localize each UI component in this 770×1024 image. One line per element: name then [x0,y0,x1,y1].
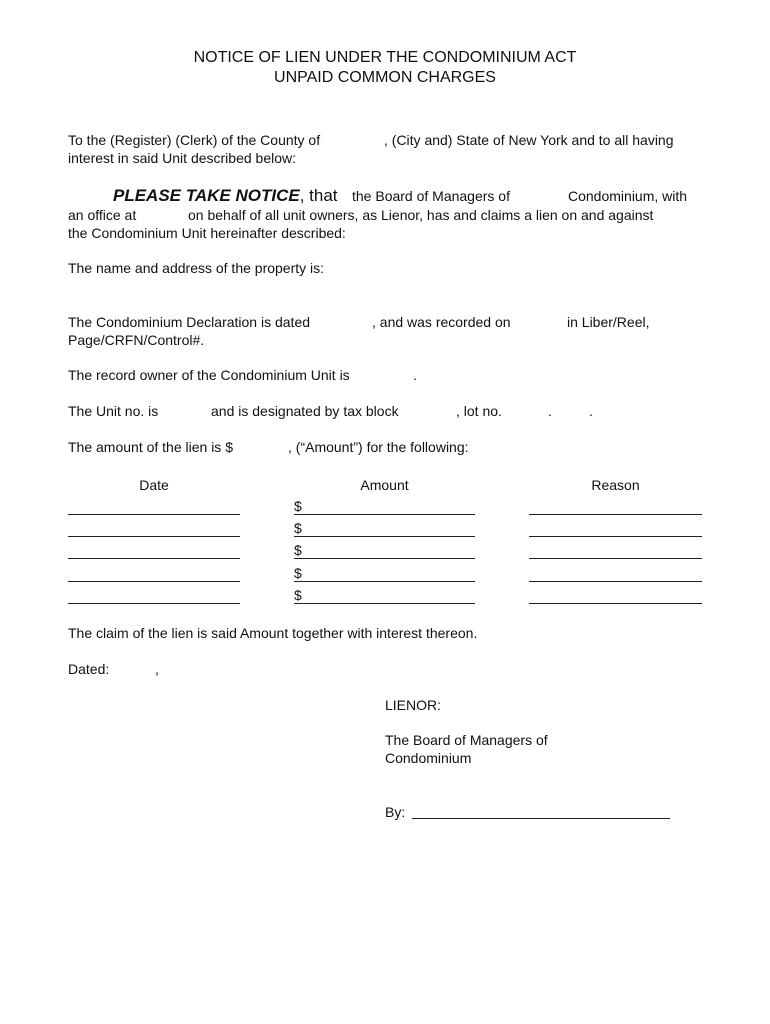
reason-blank-line[interactable] [529,603,702,604]
notice-that: , that [299,186,338,205]
notice-text-line2b: on behalf of all unit owners, as Lienor, has and claims a lien on and against [188,207,654,223]
unit-part1: The Unit no. is [68,403,159,419]
declaration-part3: in Liber/Reel, [567,314,650,330]
please-take-notice: PLEASE TAKE NOTICE [113,186,300,205]
amount-part2: , (“Amount”) for the following: [288,439,469,455]
declaration-part1: The Condominium Declaration is dated [68,314,311,330]
amount-blank-line[interactable] [294,603,475,604]
lienor-line2: Condominium [385,750,472,766]
date-blank-line[interactable] [68,558,240,559]
dated-comma: , [155,661,159,677]
declaration-part2: , and was recorded on [372,314,511,330]
address-text-part2: , (City and) State of New York and to all having [384,132,674,148]
date-blank-line[interactable] [68,603,240,604]
signature-by-label: By: [385,804,406,820]
unit-part2: and is designated by tax block [211,403,399,419]
notice-text-part2: Condominium, with [568,188,688,204]
notice-text-line3: the Condominium Unit hereinafter described: [68,225,346,241]
notice-text-line2a: an office at [68,207,137,223]
address-text-line2: interest in said Unit described below: [68,150,297,166]
unit-part3: , lot no. [456,403,502,419]
lienor-line1: The Board of Managers of [385,732,548,748]
unit-dot2: . [589,403,593,419]
signature-line[interactable] [412,818,670,819]
owner-label: The record owner of the Condominium Unit is [68,367,350,383]
notice-text-part1: the Board of Managers of [352,188,510,204]
dated-label: Dated: [68,661,110,677]
date-blank-line[interactable] [68,536,240,537]
amount-blank-line[interactable] [294,514,475,515]
reason-blank-line[interactable] [529,536,702,537]
amount-part1: The amount of the lien is $ [68,439,233,455]
claim-text: The claim of the lien is said Amount together with interest thereon. [68,625,478,641]
date-blank-line[interactable] [68,514,240,515]
lienor-label: LIENOR: [385,697,442,713]
document-title-line1: NOTICE OF LIEN UNDER THE CONDOMINIUM ACT [193,49,577,66]
reason-blank-line[interactable] [529,514,702,515]
currency-symbol: $ [294,542,302,558]
reason-blank-line[interactable] [529,581,702,582]
column-header-date: Date [139,477,169,493]
owner-period: . [413,367,417,383]
column-header-reason: Reason [591,477,640,493]
currency-symbol: $ [294,565,302,581]
currency-symbol: $ [294,587,302,603]
column-header-amount: Amount [360,477,409,493]
document-title-line2: UNPAID COMMON CHARGES [274,69,496,86]
amount-blank-line[interactable] [294,536,475,537]
property-label: The name and address of the property is: [68,260,325,276]
declaration-line2: Page/CRFN/Control#. [68,332,205,348]
amount-blank-line[interactable] [294,558,475,559]
unit-dot1: . [548,403,552,419]
reason-blank-line[interactable] [529,558,702,559]
currency-symbol: $ [294,498,302,514]
date-blank-line[interactable] [68,581,240,582]
amount-blank-line[interactable] [294,581,475,582]
notice-heading [113,186,338,206]
address-text-part1: To the (Register) (Clerk) of the County of [68,132,321,148]
currency-symbol: $ [294,520,302,536]
